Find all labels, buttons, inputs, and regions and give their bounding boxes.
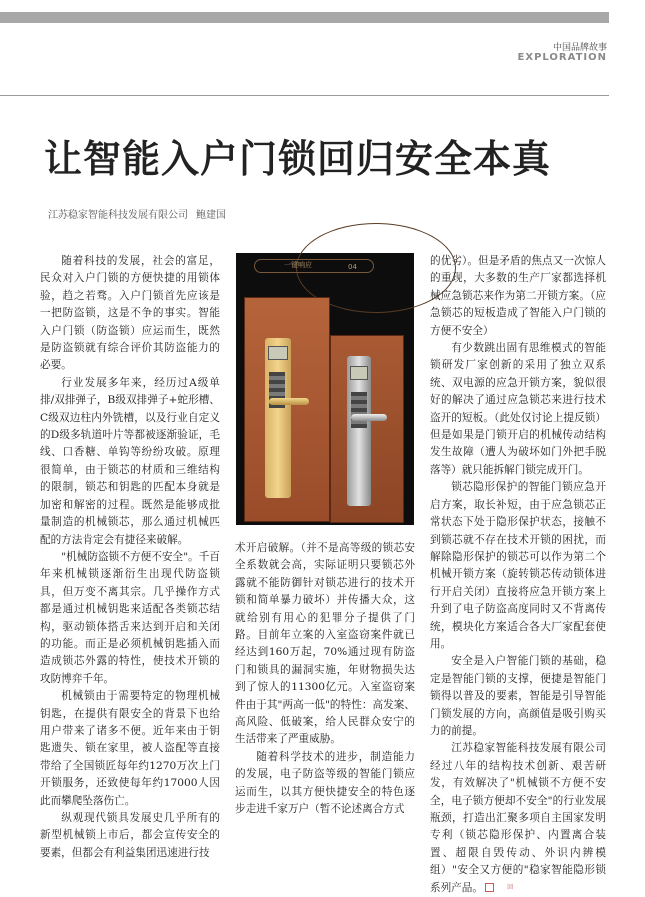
lock-screen [268,346,288,360]
paragraph: 锁芯隐形保护的智能门锁应急开启方案，取长补短，由于应急锁芯正常状态下处于隐形保护状态，接触不到锁芯就不存在技术开锁的困扰，而解除隐形保护的锁芯可以作为第二个机械开锁方案（旋转锁芯传动锁体进行开启关闭）直接将应急开锁方案上升到了电子防盗高度同时又不背离传统，模块化方案适合各大厂家配套使用。 [430,481,606,650]
byline-company: 江苏稳家智能科技发展有限公司 [48,210,188,221]
text-column-2 [235,540,415,840]
text-column-3 [430,253,606,894]
paragraph-text: 江苏稳家智能科技发展有限公司经过八年的结构技术创新、艰苦研发，有效解决了"机械锁不方便不安全，电子锁方便却不安全"的行业发展瓶颈，打造出汇聚多项自主国家发明专利（锁芯隐形保护、内置离合装置、超限自毁传动、外识内辨模组）"安全又方便的"稳家智能隐形锁系列产品。 [430,742,606,894]
top-color-bar [0,12,609,23]
paragraph: 的优劣）。但是矛盾的焦点又一次惊人的重现，大多数的生产厂家都选择机械应急锁芯来作为第二开锁方案。（应急锁芯的短板造成了智能入户门锁的方便不安全） [430,255,606,337]
byline-author: 鲍建国 [196,210,226,221]
column-kicker: 中国品牌故事 [552,43,607,53]
silver-lock-handle [351,414,387,421]
byline [48,206,226,221]
lock-screen [350,366,368,380]
paragraph: 随着科技的发展，社会的富足，民众对入户门锁的方便快捷的用锁体验，趋之若骛。入户门锁首先应该是一把防盗锁，这是不争的事实。智能入户门锁（防盗锁）应运而生，既然是防盗锁就有综合评价其防盗能力的必要。 [40,255,220,372]
paragraph: 随着科学技术的进步，制造能力的发展，电子防盗等级的智能门锁应运而生，以其方便快捷安全的特色逐步走进千家万户（暂不论述离合方式 [235,750,415,816]
paragraph: 纵观现代锁具发展史几乎所有的新型机械锁上市后，都会宣传安全的要素，但都会有利益集团迅速进行技 [40,812,220,859]
hud-number: 04 [348,263,357,271]
gold-lock-plate [265,338,291,498]
paragraph: 行业发展多年来，经历过A级单排/双排弹子，B级双排弹子+蛇形槽、C级双边柱内外铣槽，以及行业自定义的D级多轨道叶片等都被逐渐验证，毛线、口香糖、单钩等纷纷攻破。原理很简单，由于锁芯的材质和三维结构的限制，锁芯和钥匙的匹配本身就是加密和解密的过程。既然是能够成批量制造的机械锁芯，那么通过机械匹配的方法肯定会有捷径来破解。 [40,376,220,546]
paragraph: 安全是入户智能门锁的基础，稳定是智能门锁的支撑，便捷是智能门锁得以普及的要素，智能是引导智能门锁发展的方向，高颜值是吸引购买力的前提。 [430,655,606,737]
door-panel-gold-lock [244,297,330,522]
section-label: EXPLORATION [517,52,607,63]
gold-lock-handle [269,398,309,405]
paragraph: "机械防盗锁不方便不安全"。千百年来机械锁逐渐衍生出现代防盗锁具，但万变不离其宗。几乎操作方式都是通过机械钥匙来适配各类锁芯结构，驱动锁体搭舌来达到开启和关闭的功能。而正是必须机械钥匙插入而造成锁芯外露的特性，使技术开锁的攻防博弈千年。 [40,550,220,685]
keypad [351,392,367,428]
end-mark-icon: 回 [485,883,494,892]
paragraph: 机械锁由于需要特定的物理机械钥匙，在提供有限安全的背景下也给用户带来了诸多不便。近年来由于钥匙遗失、锁在家里，被人盗配等直接带给了全国锁匠每年约1270万次上门开锁服务，还致使每年约17000人因此而攀爬坠落伤亡。 [40,690,220,807]
silver-lock-plate [347,356,371,506]
hud-label: 一键响应 [284,261,312,269]
paragraph: 术开启破解。（并不是高等级的锁芯安全系数就会高，实际证明只要锁芯外露就不能防御针对锁芯进行的技术开锁和简单暴力破坏）并传播大众，这就给别有用心的犯罪分子提供了门路。目前年立案的入室盗窃案件就已经达到160万起，70%通过现有防盗门和锁具的漏洞实施，年财物损失达到了惊人的11300亿元。入室盗窃案件由于其"两高一低"的特性：高发案、高风险、低破案，给人民群众安宁的生活带来了严重威胁。 [235,542,415,746]
text-column-1 [40,253,220,859]
article-title: 让智能入户门锁回归安全本真 [44,136,552,181]
paragraph-final [430,740,606,897]
smart-lock-photo [236,253,414,525]
paragraph: 有少数跳出固有思维模式的智能锁研发厂家创新的采用了独立双系统、双电源的应急开锁方案，貌似很好的解决了通过应急锁芯来进行技术盗开的短板。（此处仅讨论上提反锁）但是如果是门锁开启的机械传动结构发生故障（遭人为破坏如门外把手脱落等）就只能拆解门锁完成开门。 [430,342,606,476]
header-divider [0,95,609,96]
door-panel-silver-lock [330,335,404,523]
